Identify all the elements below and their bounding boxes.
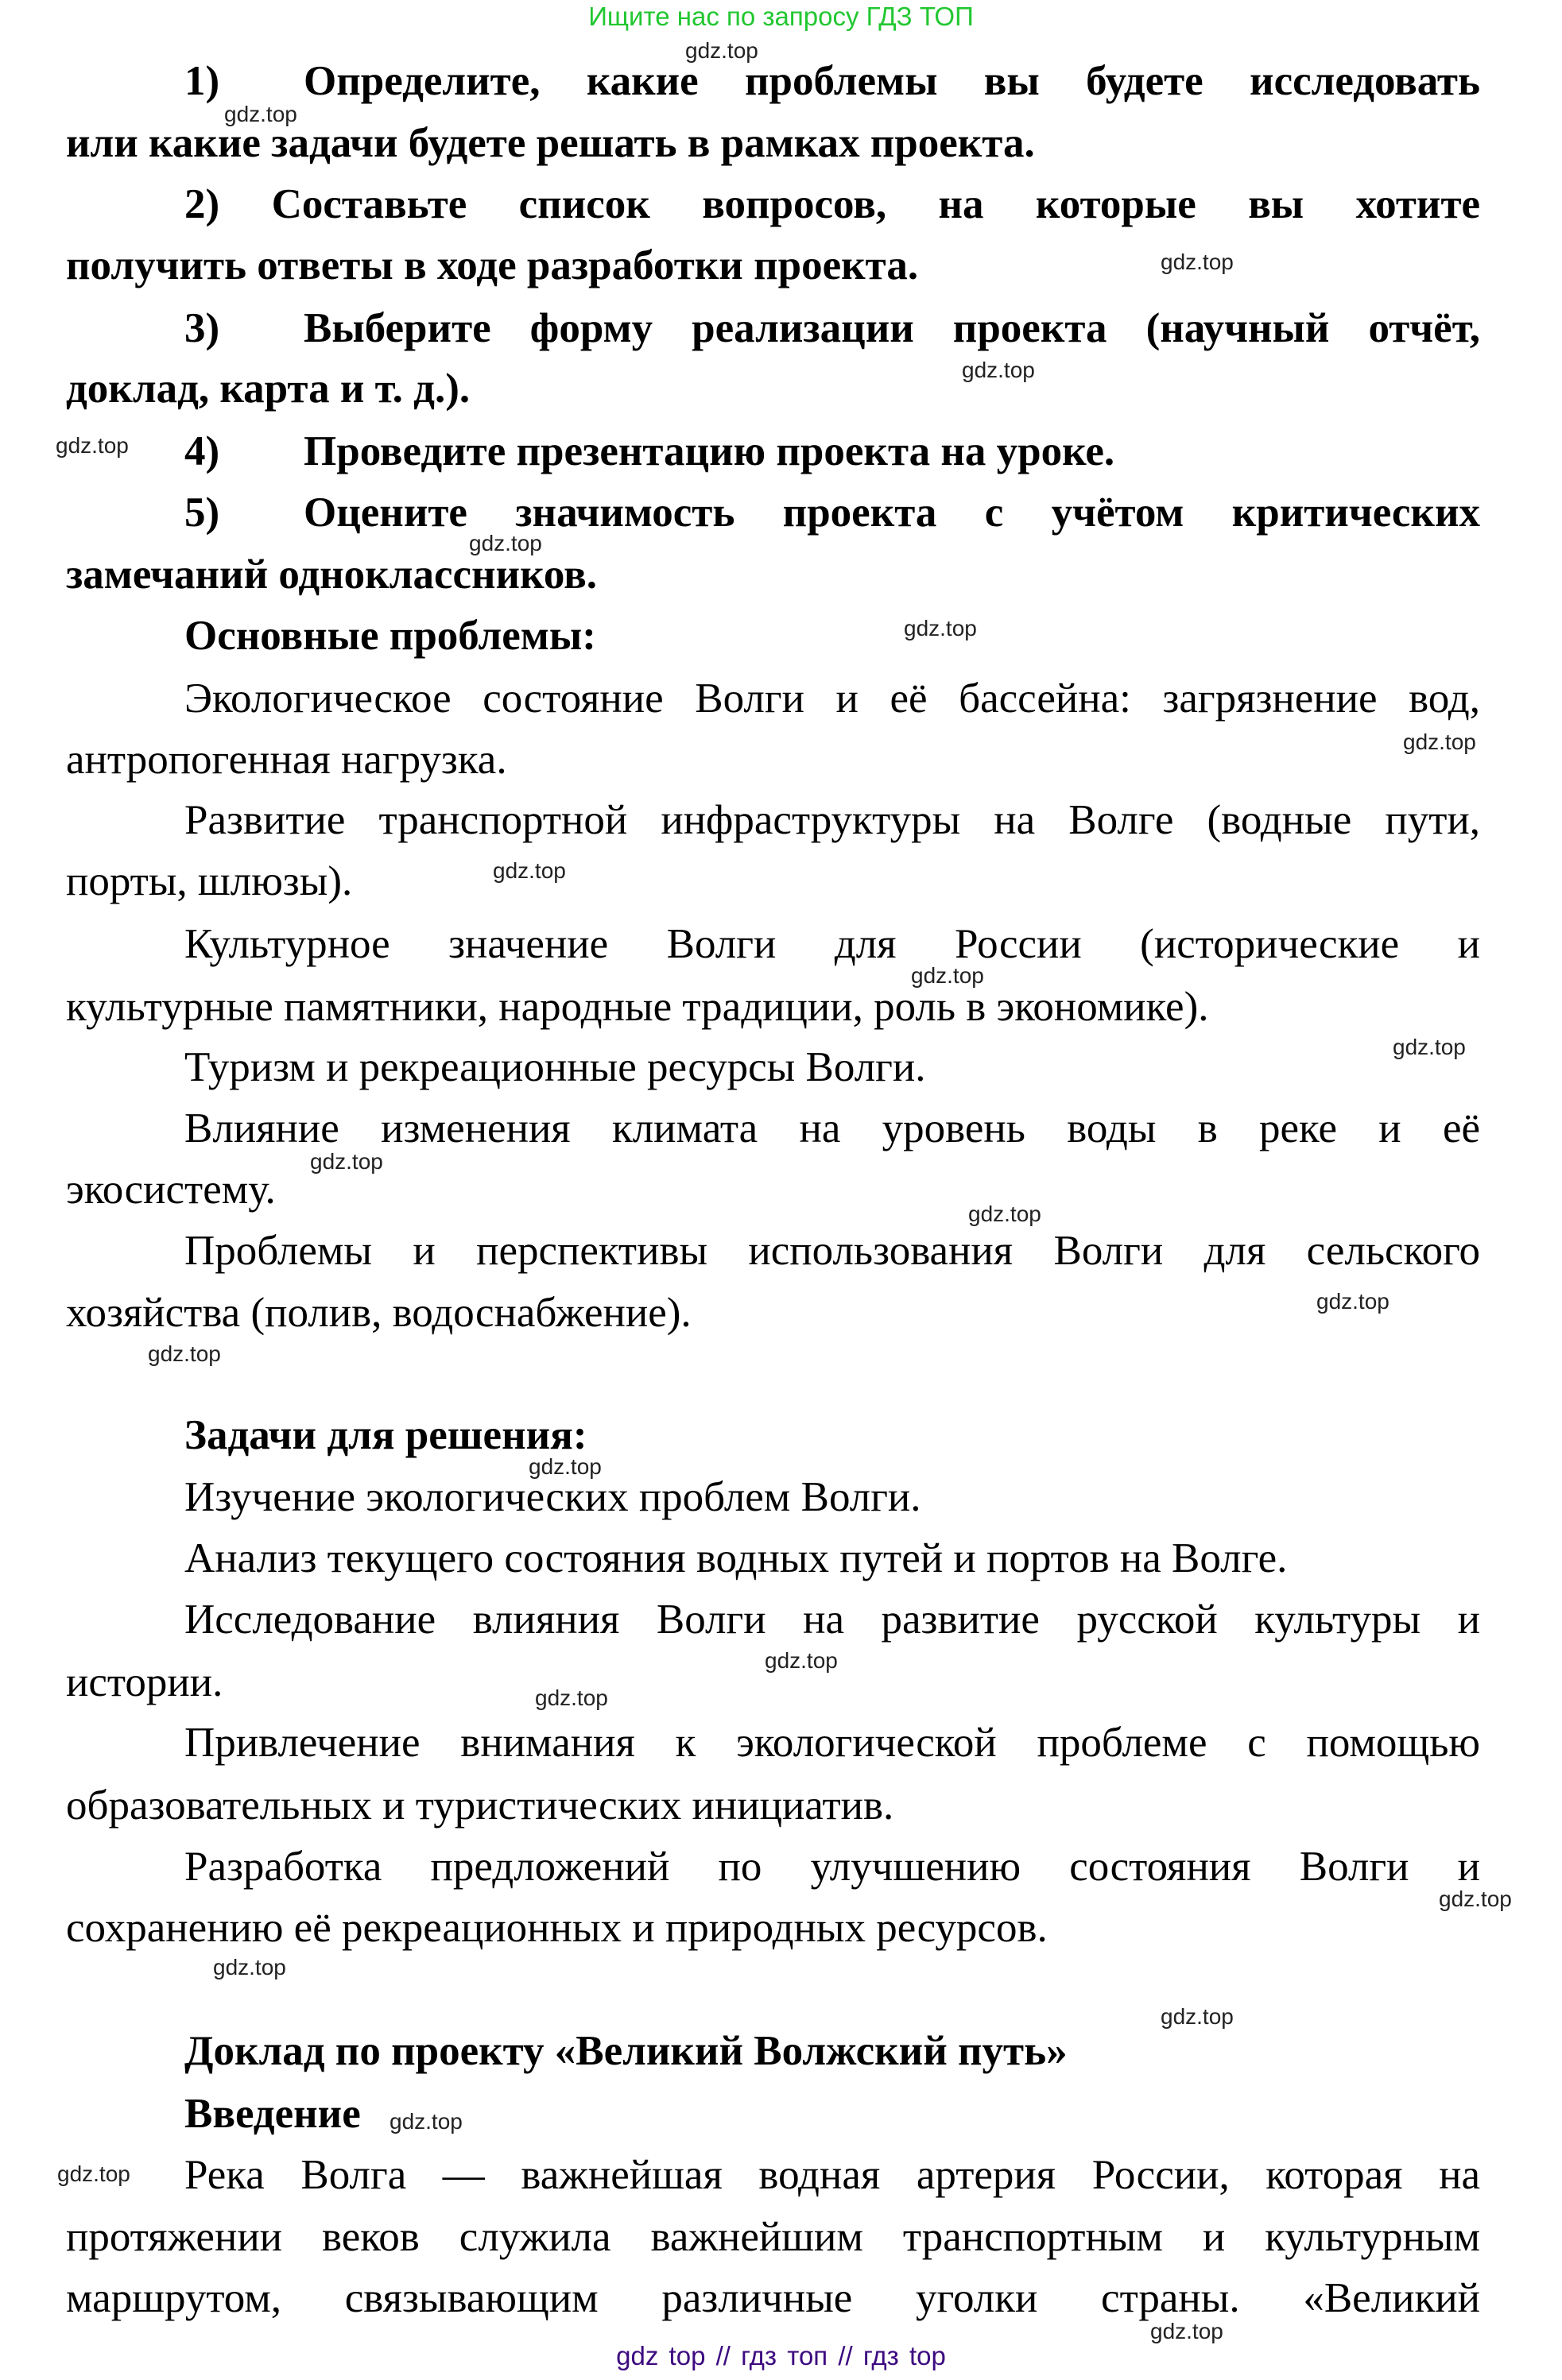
watermark: gdz.top [1150,2319,1223,2343]
watermark: gdz.top [911,963,984,988]
problem-1-line-1: Экологическое состояние Волги и её бассейна: загрязнение вод, [184,675,1480,722]
step-4-line-1: 4) Проведите презентацию проекта на уроке. [184,428,1115,474]
intro-line-2: протяжении веков служила важнейшим транспортным и культурным [66,2214,1480,2260]
step-number: 2) [184,181,220,227]
step-1-line-1: 1) Определите, какие проблемы вы будете исследовать [184,58,1480,104]
task-4-line-1: Привлечение внимания к экологической проблеме с помощью [184,1720,1480,1766]
step-2-line-1: 2) Составьте список вопросов, на которые вы хотите [184,181,1481,227]
intro-heading: Введение [184,2091,361,2137]
watermark: gdz.top [904,616,977,640]
step-number: 5) [184,490,220,536]
problem-5-line-2: экосистему. [66,1167,276,1213]
watermark: gdz.top [1393,1035,1466,1059]
step-1-line-2: или какие задачи будете решать в рамках проекта. [66,120,1035,166]
problem-3-line-1: Культурное значение Волги для России (исторические и [184,921,1480,967]
tasks-heading: Задачи для решения: [184,1412,587,1458]
watermark: gdz.top [57,2161,130,2186]
watermark: gdz.top [1316,1289,1390,1314]
watermark: gdz.top [310,1149,383,1174]
watermark: gdz.top [1439,1887,1512,1911]
problem-2-line-1: Развитие транспортной инфраструктуры на Волге (водные пути, [184,797,1480,843]
watermark: gdz.top [469,531,542,555]
watermark: gdz.top [1403,729,1476,754]
watermark: gdz.top [685,38,758,63]
task-5-line-2: сохранению её рекреационных и природных ресурсов. [66,1905,1048,1951]
task-1-line-1: Изучение экологических проблем Волги. [184,1474,921,1520]
step-5-line-1: 5) Оцените значимость проекта с учётом критических [184,490,1480,536]
step-number: 1) [184,58,220,104]
watermark: gdz.top [962,358,1035,382]
task-5-line-1: Разработка предложений по улучшению состояния Волги и [184,1844,1480,1890]
task-4-line-2: образовательных и туристических инициатив. [66,1782,894,1829]
intro-line-1: Река Волга — важнейшая водная артерия России, которая на [184,2152,1480,2198]
step-number: 4) [184,428,220,474]
task-3-line-1: Исследование влияния Волги на развитие русской культуры и [184,1596,1480,1643]
step-5-line-2: замечаний одноклассников. [66,551,597,598]
intro-line-3: маршрутом, связывающим различные уголки страны. «Великий [66,2275,1480,2321]
problem-3-line-2: культурные памятники, народные традиции, роль в экономике). [66,984,1209,1030]
task-2-line-1: Анализ текущего состояния водных путей и портов на Волге. [184,1535,1288,1581]
step-number: 3) [184,305,220,351]
report-title: Доклад по проекту «Великий Волжский путь» [184,2028,1068,2074]
step-3-line-1: 3) Выберите форму реализации проекта (научный отчёт, [184,305,1480,351]
problem-5-line-1: Влияние изменения климата на уровень воды в реке и её [184,1105,1480,1151]
watermark: gdz.top [148,1341,221,1366]
step-2-line-2: получить ответы в ходе разработки проекта. [66,242,919,288]
problem-6-line-1: Проблемы и перспективы использования Волги для сельского [184,1228,1480,1274]
problem-2-line-2: порты, шлюзы). [66,858,353,904]
task-3-line-2: истории. [66,1659,223,1705]
watermark: gdz.top [1161,250,1234,274]
problem-1-line-2: антропогенная нагрузка. [66,737,507,783]
problem-6-line-2: хозяйства (полив, водоснабжение). [66,1290,692,1336]
problem-4-line-1: Туризм и рекреационные ресурсы Волги. [184,1044,926,1090]
watermark: gdz.top [968,1202,1041,1226]
watermark: gdz.top [529,1454,602,1479]
watermark: gdz.top [390,2109,463,2134]
watermark: gdz.top [56,433,129,458]
watermark: gdz.top [535,1685,608,1710]
watermark: gdz.top [213,1955,286,1979]
watermark: gdz.top [765,1648,838,1673]
search-banner: Ищите нас по запросу ГДЗ ТОП [588,2,974,31]
problems-heading: Основные проблемы: [184,613,596,659]
footer-links: gdz top // гдз топ // гдз top [616,2341,946,2370]
watermark: gdz.top [224,102,297,126]
step-3-line-2: доклад, карта и т. д.). [66,366,471,412]
watermark: gdz.top [1161,2004,1234,2029]
watermark: gdz.top [493,858,566,883]
